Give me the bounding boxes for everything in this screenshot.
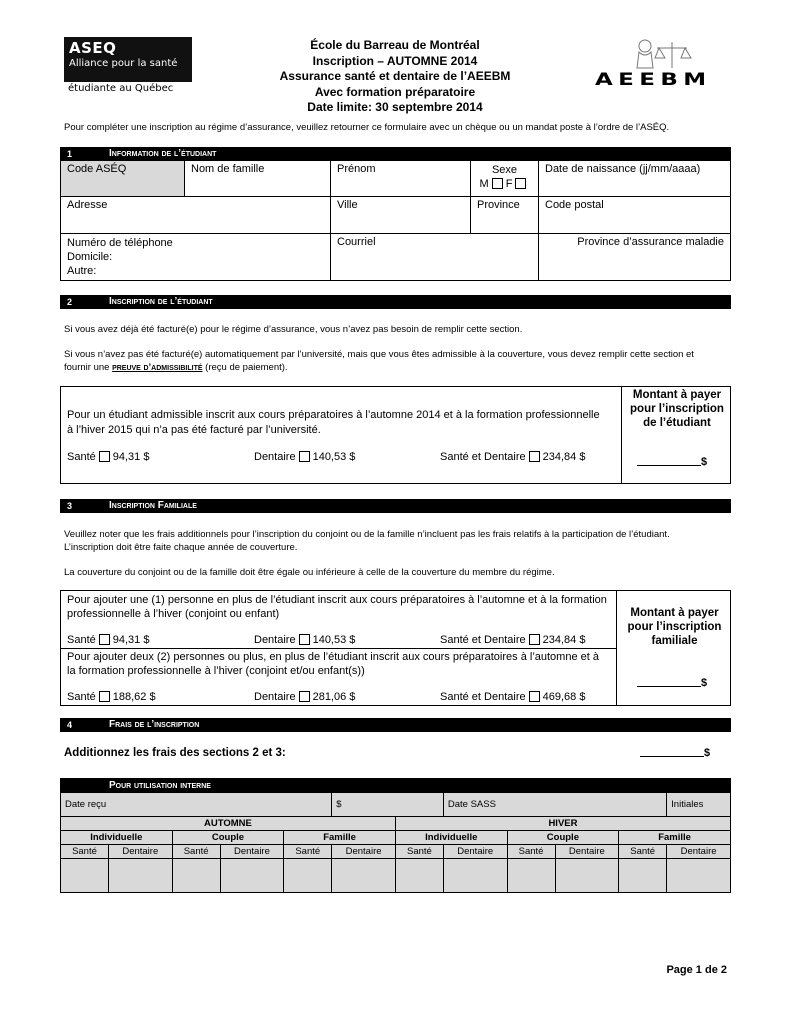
health-province-label: Province d’assurance maladie — [577, 236, 724, 248]
section-2-number: 2 — [67, 297, 73, 307]
divider — [616, 591, 617, 705]
internal-entry-cell[interactable] — [108, 859, 172, 893]
s2-sd-label: Santé et Dentaire — [440, 451, 526, 463]
s3a-sante-price: 94,31 $ — [112, 634, 150, 646]
internal-entry-cell[interactable] — [284, 859, 332, 893]
internal-entry-cell[interactable] — [220, 859, 284, 893]
title-line-5: Date limite: 30 septembre 2014 — [307, 100, 483, 114]
s2-sante-label: Santé — [67, 451, 96, 463]
group-header: Individuelle — [61, 831, 173, 845]
col-header: Dentaire — [332, 845, 396, 859]
col-header: Santé — [507, 845, 555, 859]
code-aseq-label: Code ASÉQ — [67, 163, 127, 175]
student-amount-label — [623, 388, 731, 430]
internal-use-title: Pour utilisation interne — [61, 779, 731, 793]
section-2-header — [60, 295, 731, 309]
divider — [621, 387, 622, 483]
title-line-2: Inscription – AUTOMNE 2014 — [312, 53, 478, 68]
col-header: Dentaire — [443, 845, 507, 859]
section-1-number: 1 — [67, 149, 73, 159]
s3b-sante-price: 188,62 $ — [112, 691, 156, 703]
aeebm-logo-text: AEEBM — [595, 70, 712, 90]
student-amount-field[interactable] — [637, 455, 707, 468]
last-name-cell[interactable] — [185, 161, 331, 197]
s3b-sd-checkbox[interactable] — [529, 691, 540, 702]
section-4-header — [60, 718, 731, 732]
total-fees-field[interactable] — [640, 746, 710, 759]
aseq-logo-title: ASEQ — [69, 39, 117, 57]
sex-f-label: F — [505, 178, 513, 190]
title-line-3: Assurance santé et dentaire de l’AEEBM — [279, 69, 511, 83]
internal-entry-cell[interactable] — [555, 859, 619, 893]
student-amount-line3: de l’étudiant — [643, 417, 711, 429]
date-received-label: Date reçu — [65, 799, 107, 810]
first-name-label: Prénom — [337, 163, 376, 175]
automne-header: AUTOMNE — [61, 817, 396, 831]
s3b-sante-checkbox[interactable] — [99, 691, 110, 702]
col-header: Santé — [619, 845, 667, 859]
student-registration-box — [60, 386, 731, 484]
phone-cell[interactable] — [61, 234, 331, 281]
total-fees-dollar: $ — [704, 747, 711, 759]
section-2-instructions-line1: Si vous n’avez pas été facturé(e) automatiquement par l’université, mais que vous êtes admissible à la couverture, vous devez remplir cette section et — [64, 349, 694, 360]
section-3-note-3: La couverture du conjoint ou de la famille doit être égale ou inférieure à celle de la couverture du membre du régime. — [64, 567, 555, 578]
internal-entry-cell[interactable] — [443, 859, 507, 893]
student-option-text-1: Pour un étudiant admissible inscrit aux cours préparatoires à l’automne 2014 et à la formation professionnelle — [67, 409, 600, 421]
s3a-sd-label: Santé et Dentaire — [440, 634, 526, 646]
city-cell[interactable] — [331, 197, 471, 234]
section-3-number: 3 — [67, 501, 73, 511]
dob-cell[interactable] — [539, 161, 731, 197]
email-label: Courriel — [337, 236, 376, 248]
sex-m-checkbox[interactable] — [492, 178, 503, 189]
group-header: Couple — [172, 831, 284, 845]
aeebm-logo — [595, 38, 727, 94]
address-cell[interactable] — [61, 197, 331, 234]
section-3-note-2: L’inscription doit être faite chaque année de couverture. — [64, 542, 298, 553]
family-amount-label — [618, 606, 731, 648]
postal-code-cell[interactable] — [539, 197, 731, 234]
s3a-sante-checkbox[interactable] — [99, 634, 110, 645]
s2-dentaire-checkbox[interactable] — [299, 451, 310, 462]
title-line-4: Avec formation préparatoire — [314, 84, 476, 99]
student-amount-dollar: $ — [701, 456, 708, 468]
proof-of-eligibility: preuve d’admissibilité — [112, 362, 203, 373]
family-option-2-line2: la formation professionnelle à l’hiver (conjoint et/ou enfant(s)) — [67, 665, 365, 677]
sex-label: Sexe — [491, 164, 518, 176]
page-number: Page 1 de 2 — [666, 964, 727, 976]
s3b-dentaire-label: Dentaire — [254, 691, 296, 703]
s2-sante-price: 94,31 $ — [112, 451, 150, 463]
s3b-sd-price: 469,68 $ — [542, 691, 586, 703]
s3a-dentaire-label: Dentaire — [254, 634, 296, 646]
amount-cell[interactable] — [332, 793, 444, 817]
last-name-label: Nom de famille — [191, 163, 265, 175]
justice-figure-icon — [617, 38, 707, 72]
health-province-cell[interactable] — [539, 234, 731, 281]
province-cell[interactable] — [471, 197, 539, 234]
initials-cell[interactable] — [667, 793, 731, 817]
divider — [61, 648, 616, 649]
student-amount-line1: Montant à payer — [632, 389, 722, 401]
family-option-1-line1: Pour ajouter une (1) personne en plus de l’étudiant inscrit aux cours préparatoires à l’automne et à la formation — [67, 594, 607, 606]
email-cell[interactable] — [331, 234, 539, 281]
group-header: Famille — [284, 831, 396, 845]
family-registration-box — [60, 590, 731, 706]
family-amount-line2: pour l’inscription — [627, 621, 722, 633]
col-header: Dentaire — [555, 845, 619, 859]
province-label: Province — [477, 199, 520, 211]
dob-label: Date de naissance (jj/mm/aaaa) — [545, 163, 701, 175]
col-header: Santé — [61, 845, 109, 859]
s3b-dentaire-price: 281,06 $ — [312, 691, 356, 703]
s2-sd-checkbox[interactable] — [529, 451, 540, 462]
aseq-logo-line1: Alliance pour la santé — [69, 58, 178, 69]
s2-sante-checkbox[interactable] — [99, 451, 110, 462]
aseq-logo-line2: étudiante au Québec — [68, 83, 174, 94]
sex-cell — [471, 161, 539, 197]
family-amount-line3: familiale — [651, 635, 698, 647]
amount-dollar-label: $ — [336, 799, 342, 810]
section-3-notes — [64, 528, 729, 554]
family-amount-dollar: $ — [701, 677, 708, 689]
intro-text: Pour compléter une inscription au régime d’assurance, veuillez retourner ce formulaire avec un chèque ou un mandat poste à l’ordre de l’ASÉQ. — [64, 122, 670, 133]
col-header: Santé — [395, 845, 443, 859]
internal-entry-cell[interactable] — [395, 859, 443, 893]
group-header: Individuelle — [395, 831, 507, 845]
phone-other-label: Autre: — [67, 265, 97, 277]
section-2-note: Si vous avez déjà été facturé(e) pour le régime d’assurance, vous n’avez pas besoin de remplir cette section. — [64, 324, 523, 335]
internal-entry-cell[interactable] — [172, 859, 220, 893]
date-received-cell[interactable] — [61, 793, 332, 817]
internal-entry-cell[interactable] — [507, 859, 555, 893]
internal-entry-cell[interactable] — [332, 859, 396, 893]
section-3-header — [60, 499, 731, 513]
internal-use-table — [60, 778, 731, 893]
section-2-instructions — [64, 348, 729, 374]
s3a-sd-checkbox[interactable] — [529, 634, 540, 645]
internal-entry-cell[interactable] — [619, 859, 667, 893]
phone-home-label: Domicile: — [67, 251, 113, 263]
page-title — [240, 38, 550, 116]
postal-code-label: Code postal — [545, 199, 604, 211]
date-sass-cell[interactable] — [443, 793, 666, 817]
initials-label: Initiales — [671, 799, 704, 810]
section-3-title: Inscription Familiale — [109, 500, 197, 511]
section-2-instructions-line2-end: (reçu de paiement). — [205, 362, 288, 373]
col-header: Dentaire — [108, 845, 172, 859]
sex-m-label: M — [479, 178, 489, 190]
s3a-sante-label: Santé — [67, 634, 96, 646]
total-fees-label: Additionnez les frais des sections 2 et 3: — [64, 747, 286, 759]
section-4-title: Frais de l’inscription — [109, 719, 200, 730]
family-amount-field[interactable] — [637, 676, 707, 689]
first-name-cell[interactable] — [331, 161, 471, 197]
section-1-title: Information de l’étudiant — [109, 148, 217, 159]
section-3-note-1: Veuillez noter que les frais additionnels pour l’inscription du conjoint ou de la famille n’incluent pas les frais relatifs à la participation de l’étudiant. — [64, 529, 670, 540]
code-aseq-cell[interactable] — [61, 161, 185, 197]
group-header: Famille — [619, 831, 731, 845]
sex-f-checkbox[interactable] — [515, 178, 526, 189]
student-amount-line2: pour l’inscription — [630, 403, 724, 415]
city-label: Ville — [337, 199, 358, 211]
col-header: Dentaire — [220, 845, 284, 859]
s3b-sante-label: Santé — [67, 691, 96, 703]
section-2-instructions-line2: fournir une — [64, 362, 110, 373]
student-option-text-2: à l’hiver 2015 qui n’a pas été facturé par l’université. — [67, 424, 321, 436]
address-label: Adresse — [67, 199, 108, 211]
s2-sd-price: 234,84 $ — [542, 451, 586, 463]
s2-dentaire-price: 140,53 $ — [312, 451, 356, 463]
s3b-dentaire-checkbox[interactable] — [299, 691, 310, 702]
s3a-dentaire-checkbox[interactable] — [299, 634, 310, 645]
hiver-header: HIVER — [395, 817, 730, 831]
s3b-sd-label: Santé et Dentaire — [440, 691, 526, 703]
section-1-header — [60, 147, 731, 161]
internal-entry-cell[interactable] — [667, 859, 731, 893]
section-2-title: Inscription de l’étudiant — [109, 296, 213, 307]
group-header: Couple — [507, 831, 619, 845]
col-header: Dentaire — [667, 845, 731, 859]
s2-dentaire-label: Dentaire — [254, 451, 296, 463]
student-info-table — [60, 160, 731, 281]
s3a-dentaire-price: 140,53 $ — [312, 634, 356, 646]
phone-label: Numéro de téléphone — [67, 237, 173, 249]
title-line-1: École du Barreau de Montréal — [310, 38, 480, 52]
family-amount-line1: Montant à payer — [630, 607, 719, 619]
date-sass-label: Date SASS — [447, 799, 496, 810]
internal-entry-cell[interactable] — [61, 859, 109, 893]
aseq-logo — [64, 37, 192, 97]
family-option-1-line2: professionnelle à l’hiver (conjoint ou enfant) — [67, 608, 280, 620]
family-option-2-line1: Pour ajouter deux (2) personnes ou plus, en plus de l’étudiant inscrit aux cours préparatoires à l’automne et à — [67, 651, 599, 663]
col-header: Santé — [284, 845, 332, 859]
section-4-number: 4 — [67, 720, 73, 730]
s3a-sd-price: 234,84 $ — [542, 634, 586, 646]
col-header: Santé — [172, 845, 220, 859]
